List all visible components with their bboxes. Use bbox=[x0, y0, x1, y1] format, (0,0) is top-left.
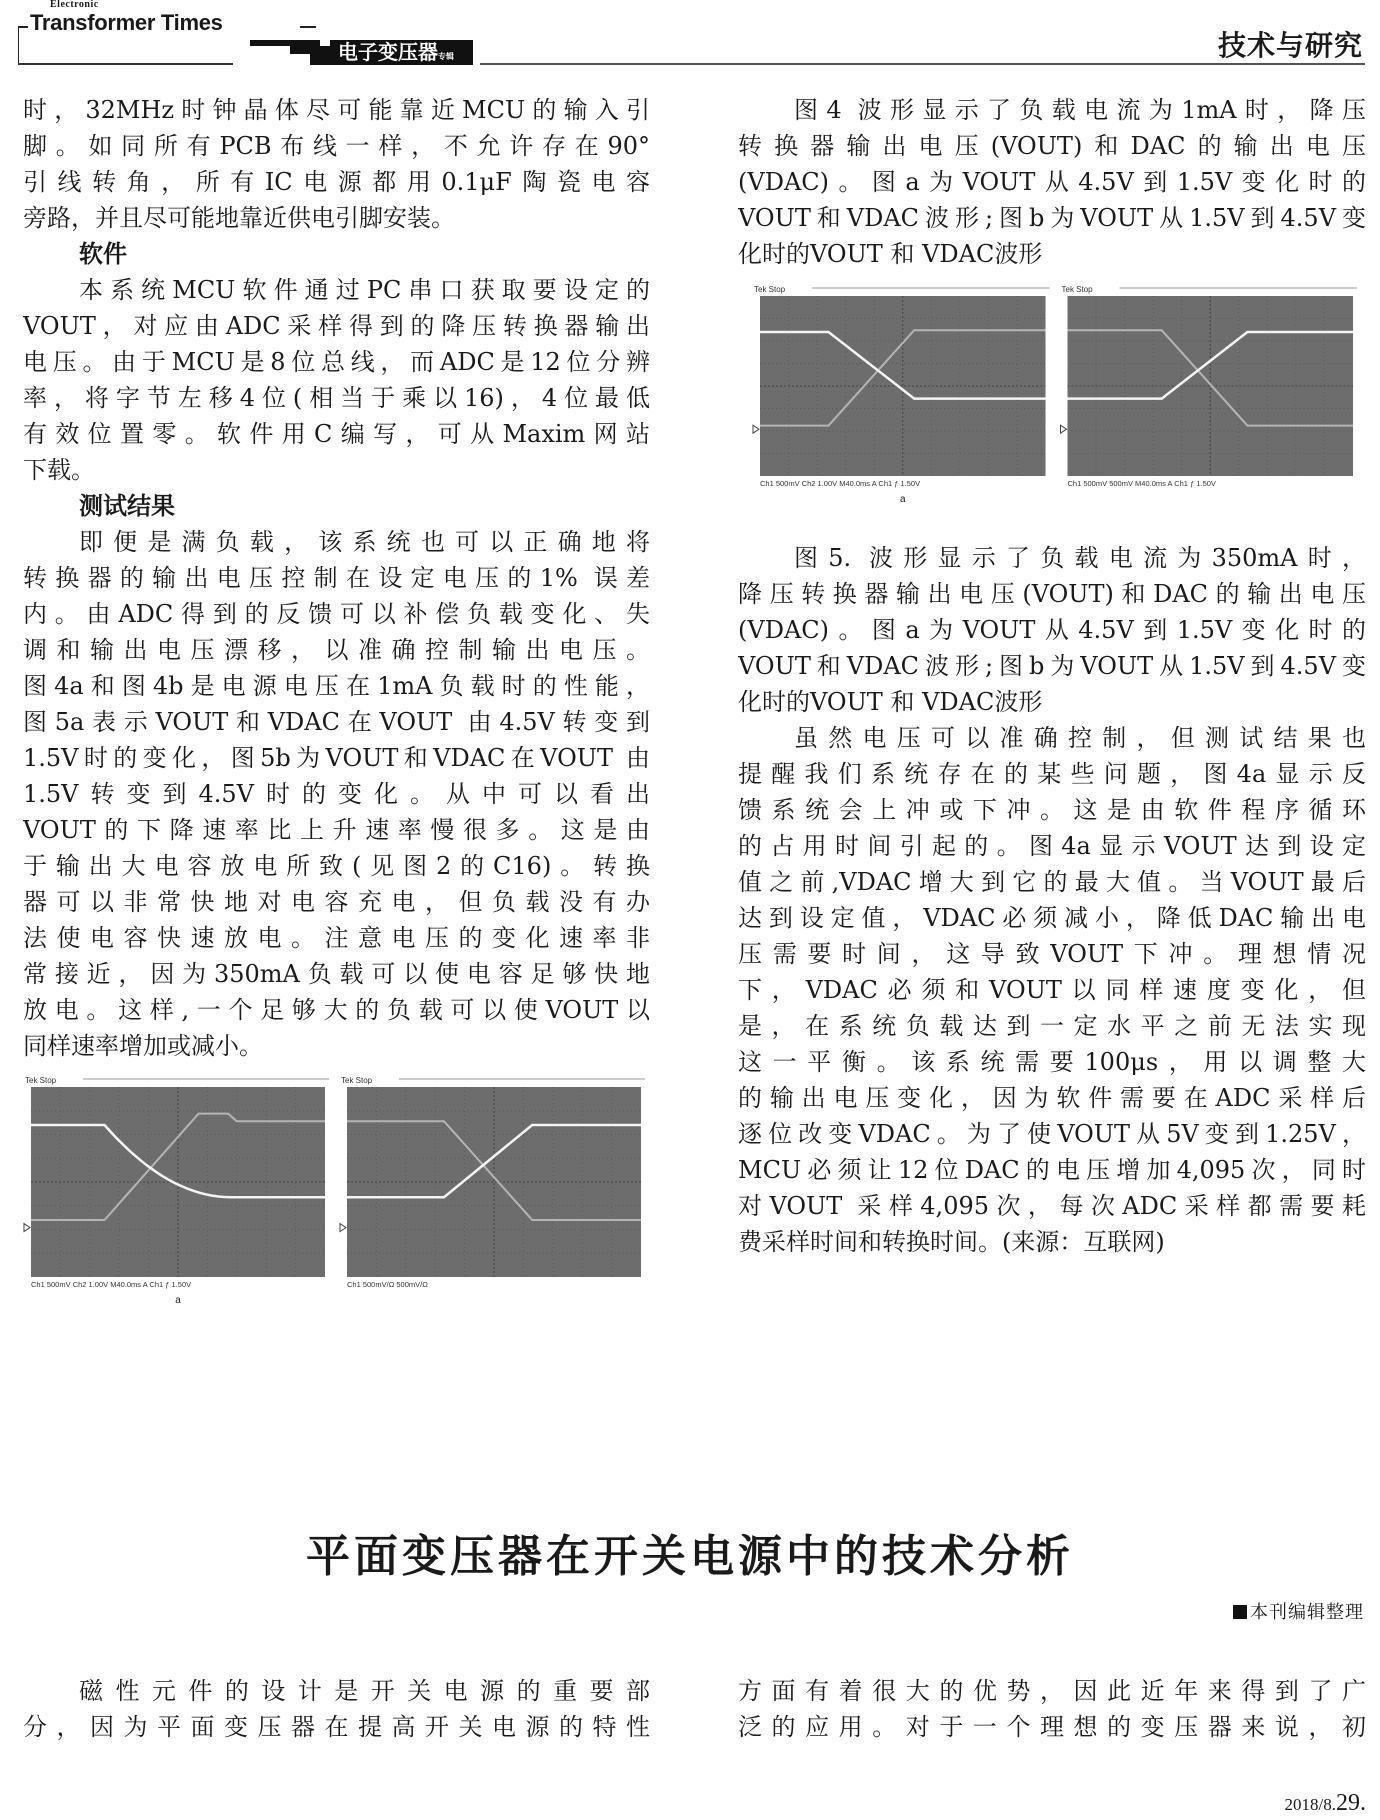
text-line: 电压。由于MCU是8位总线，而ADC是12位分辨 bbox=[23, 348, 650, 376]
byline bbox=[1233, 1598, 1364, 1624]
square-bullet-icon bbox=[1233, 1605, 1247, 1619]
text-line: 磁性元件的设计是开关电源的重要部 bbox=[79, 1677, 650, 1705]
text-line: 转换器输出电压(VOUT)和DAC的输出电压 bbox=[738, 132, 1366, 160]
text-line: 于输出大电容放电所致(见图2的C16)。转换 bbox=[23, 852, 650, 880]
text-line: 常接近，因为350mA负载可以使电容足够快地 bbox=[23, 960, 650, 988]
text-line: 达到设定值，VDAC必须减小，降低DAC输出电 bbox=[738, 904, 1366, 932]
text-line: 图4 波形显示了负载电流为1mA时，降压 bbox=[794, 96, 1366, 124]
text-line: 分，因为平面变压器在提高开关电源的特性 bbox=[23, 1713, 650, 1741]
right-column-top bbox=[738, 92, 1366, 272]
right-column-bottom bbox=[738, 540, 1366, 1260]
text-line: 降压转换器输出电压(VOUT)和DAC的输出电压 bbox=[738, 580, 1366, 608]
text-line: 馈系统会上冲或下冲。这是由软件程序循环 bbox=[738, 796, 1366, 824]
page-footer bbox=[1285, 1790, 1366, 1817]
ground-marker-icon bbox=[753, 425, 759, 433]
text-line: 这一平衡。该系统需要100μs，用以调整大 bbox=[738, 1048, 1366, 1076]
brand-small: Electronic bbox=[50, 0, 99, 10]
figure-caption: a bbox=[899, 494, 906, 505]
ground-marker-icon bbox=[340, 1224, 346, 1232]
text-line: 器可以非常快地对电容充电，但负载没有办 bbox=[23, 888, 650, 916]
scope-header: Tek Stop bbox=[341, 1076, 373, 1085]
text-line: 费采样时间和转换时间。(来源：互联网) bbox=[738, 1228, 1165, 1256]
scope-panel bbox=[753, 285, 1050, 505]
text-line: 泛的应用。对于一个理想的变压器来说，初 bbox=[738, 1713, 1366, 1741]
scope-header: Tek Stop bbox=[25, 1076, 57, 1085]
ground-marker-icon bbox=[1061, 425, 1067, 433]
section-title: 技术与研究 bbox=[1217, 29, 1363, 62]
divider bbox=[300, 26, 316, 28]
text-line: 1.5V时的变化，图5b为VOUT和VDAC在VOUT 由 bbox=[23, 744, 650, 772]
text-line: 化时的VOUT 和 VDAC波形 bbox=[738, 688, 1043, 716]
divider bbox=[18, 26, 28, 28]
text-line: VOUT和VDAC波形;图b为VOUT从1.5V到4.5V变 bbox=[738, 204, 1366, 232]
text-line: 下，VDAC必须和VOUT以同样速度变化，但 bbox=[738, 976, 1366, 1004]
text-line: 值之前,VDAC增大到它的最大值。当VOUT最后 bbox=[738, 868, 1366, 896]
ground-marker-icon bbox=[24, 1224, 30, 1232]
scope-status: Ch1 500mV/Ω 500mV/Ω bbox=[347, 1280, 428, 1289]
tab-sub: 专辑 bbox=[438, 52, 454, 61]
text-line: 转换器的输出电压控制在设定电压的1% 误差 bbox=[23, 564, 650, 592]
text-line: 率，将字节左移4位(相当于乘以16)，4位最低 bbox=[23, 384, 650, 412]
scope-status: Ch1 500mV Ch2 1.00V M40.0ms A Ch1 ƒ 1.50V bbox=[31, 1280, 192, 1289]
text-line: 旁路，并且尽可能地靠近供电引脚安装。 bbox=[23, 204, 455, 232]
text-line: VOUT和VDAC波形;图b为VOUT从1.5V到4.5V变 bbox=[738, 652, 1366, 680]
text-line: 化时的VOUT 和 VDAC波形 bbox=[738, 240, 1043, 268]
figure-5-scope bbox=[752, 282, 1357, 510]
section-heading: 软件 bbox=[79, 240, 127, 268]
brand-title: Transformer Times bbox=[30, 10, 223, 35]
text-line: 提醒我们系统存在的某些问题，图4a显示反 bbox=[738, 760, 1366, 788]
text-line: 即便是满负载，该系统也可以正确地将 bbox=[79, 528, 650, 556]
text-line: 放电。这样,一个足够大的负载可以使VOUT以 bbox=[23, 996, 650, 1024]
scope-header: Tek Stop bbox=[1061, 285, 1093, 294]
text-line: 图5. 波形显示了负载电流为350mA时， bbox=[794, 544, 1366, 572]
byline-text: 本刊编辑整理 bbox=[1250, 1602, 1364, 1623]
section-heading: 测试结果 bbox=[79, 492, 175, 520]
figure-4-scope bbox=[23, 1073, 645, 1311]
text-line: 下载。 bbox=[23, 456, 95, 484]
text-line: 调和输出电压漂移，以准确控制输出电压。 bbox=[23, 636, 650, 664]
divider bbox=[18, 28, 19, 64]
text-line: 有效位置零。软件用C编写，可从Maxim网站 bbox=[23, 420, 650, 448]
scope-panel bbox=[24, 1076, 329, 1306]
text-line: (VDAC)。图a为VOUT从4.5V到1.5V变化时的 bbox=[738, 616, 1366, 644]
text-line: 压需要时间，这导致VOUT下冲。理想情况 bbox=[738, 940, 1366, 968]
tab-label: 电子变压器 bbox=[338, 40, 438, 64]
text-line: 本系统MCU软件通过PC串口获取要设定的 bbox=[79, 276, 650, 304]
scope-status: Ch1 500mV 500mV M40.0ms A Ch1 ƒ 1.50V bbox=[1067, 479, 1216, 488]
text-line: 图5a表示VOUT和VDAC在VOUT 由4.5V转变到 bbox=[23, 708, 650, 736]
figure-caption: a bbox=[175, 1295, 181, 1306]
text-line: (VDAC)。图a为VOUT从4.5V到1.5V变化时的 bbox=[738, 168, 1366, 196]
scope-header: Tek Stop bbox=[754, 285, 786, 294]
article-left-column bbox=[23, 1673, 650, 1745]
text-line: 是，在系统负载达到一定水平之前无法实现 bbox=[738, 1012, 1366, 1040]
scope-panel bbox=[340, 1076, 645, 1289]
text-line: 法使电容快速放电。注意电压的变化速率非 bbox=[23, 924, 650, 952]
text-line: 1.5V转变到4.5V时的变化。从中可以看出 bbox=[23, 780, 650, 808]
text-line: 对VOUT 采样4,095次，每次ADC采样都需要耗 bbox=[738, 1192, 1366, 1220]
scope-panel bbox=[1061, 285, 1358, 488]
text-line: 内。由ADC得到的反馈可以补偿负载变化、失 bbox=[23, 600, 650, 628]
text-line: 脚。如同所有PCB布线一样，不允许存在90° bbox=[23, 132, 650, 160]
article-right-column bbox=[738, 1673, 1366, 1745]
divider bbox=[18, 63, 233, 65]
text-line: 逐位改变VDAC。为了使VOUT从5V变到1.25V， bbox=[738, 1120, 1366, 1148]
text-line: VOUT，对应由ADC采样得到的降压转换器输出 bbox=[23, 312, 650, 340]
text-line: 同样速率增加或减小。 bbox=[23, 1032, 263, 1060]
text-line: 引线转角，所有IC电源都用0.1μF陶瓷电容 bbox=[23, 168, 650, 196]
text-line: 图4a和图4b是电源电压在1mA负载时的性能， bbox=[23, 672, 650, 700]
text-line: 的占用时间引起的。图4a显示VOUT达到设定 bbox=[738, 832, 1366, 860]
article-title: 平面变压器在开关电源中的技术分析 bbox=[306, 1531, 1074, 1582]
text-line: MCU必须让12位DAC的电压增加4,095次，同时 bbox=[738, 1156, 1366, 1184]
page-number: 29. bbox=[1336, 1790, 1366, 1816]
issue-date: 2018/8. bbox=[1284, 1795, 1336, 1814]
magazine-tab bbox=[250, 40, 473, 65]
text-line: 方面有着很大的优势，因此近年来得到了广 bbox=[738, 1677, 1366, 1705]
left-column bbox=[23, 92, 650, 1064]
text-line: 虽然电压可以准确控制，但测试结果也 bbox=[794, 724, 1366, 752]
text-line: 的输出电压变化，因为软件需要在ADC采样后 bbox=[738, 1084, 1366, 1112]
scope-status: Ch1 500mV Ch2 1.00V M40.0ms A Ch1 ƒ 1.50V bbox=[760, 479, 921, 488]
text-line: 时，32MHz时钟晶体尽可能靠近MCU的输入引 bbox=[23, 96, 650, 124]
text-line: VOUT的下降速率比上升速率慢很多。这是由 bbox=[23, 816, 650, 844]
